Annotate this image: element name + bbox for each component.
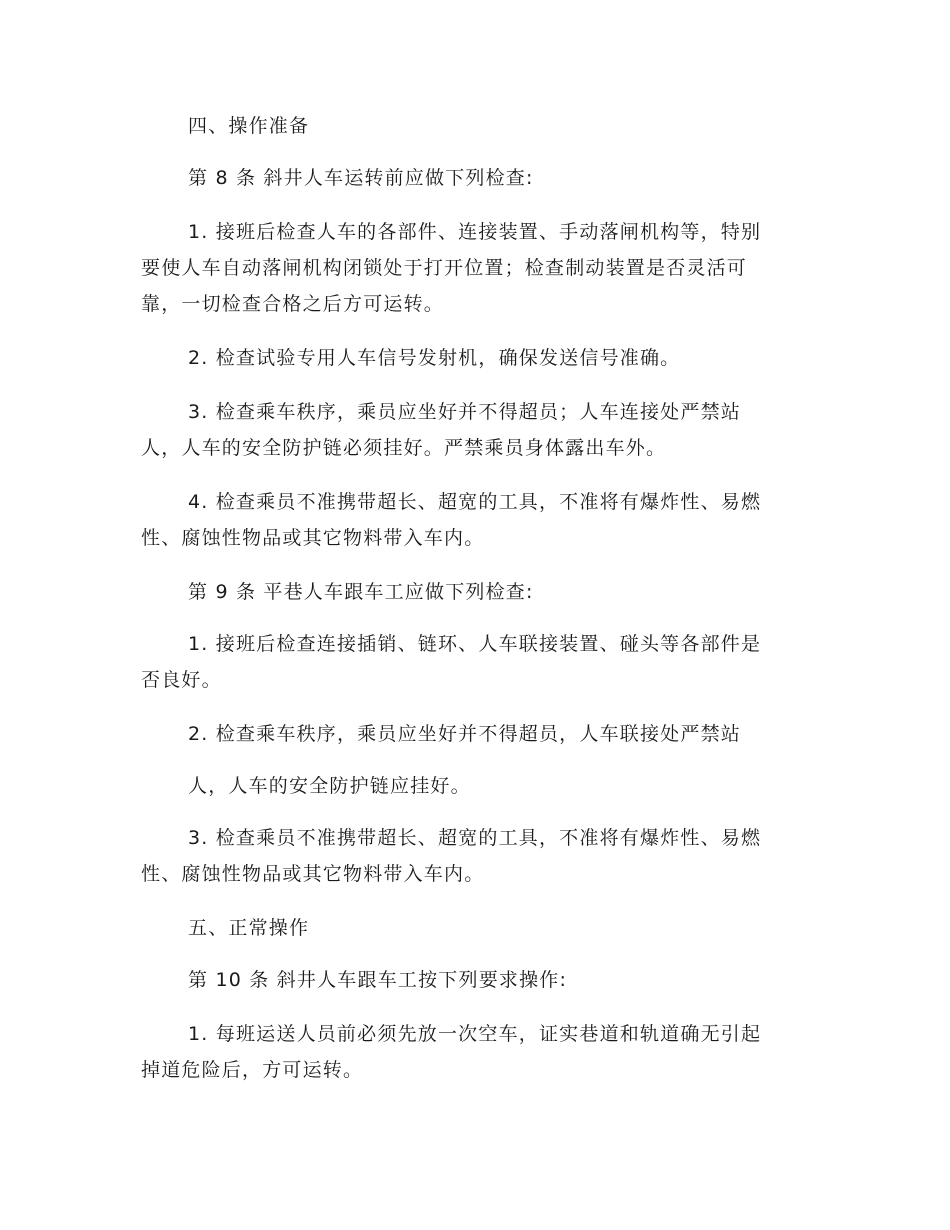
paragraph-line: 要使人车自动落闸机构闭锁处于打开位置；检查制动装置是否灵活可 xyxy=(141,257,748,279)
paragraph-line: 人，人车的安全防护链必须挂好。严禁乘员身体露出车外。 xyxy=(141,437,667,459)
paragraph-line: 靠，一切检查合格之后方可运转。 xyxy=(141,293,445,315)
article-title: 第 9 条 平巷人车跟车工应做下列检查: xyxy=(188,581,534,603)
article-title: 第 8 条 斜井人车运转前应做下列检查: xyxy=(188,167,534,189)
section-heading: 五、正常操作 xyxy=(188,917,310,939)
article-title: 第 10 条 斜井人车跟车工按下列要求操作: xyxy=(188,969,568,991)
paragraph-line: 1. 接班后检查连接插销、链环、人车联接装置、碰头等各部件是 xyxy=(188,633,762,655)
paragraph-line: 性、腐蚀性物品或其它物料带入车内。 xyxy=(141,863,485,885)
paragraph-line: 1. 每班运送人员前必须先放一次空车，证实巷道和轨道确无引起 xyxy=(188,1023,762,1045)
paragraph-line: 1. 接班后检查人车的各部件、连接装置、手动落闸机构等，特别 xyxy=(188,221,762,243)
paragraph-line: 3. 检查乘车秩序，乘员应坐好并不得超员；人车连接处严禁站 xyxy=(188,401,741,423)
paragraph-line: 否良好。 xyxy=(141,669,222,691)
paragraph-line: 性、腐蚀性物品或其它物料带入车内。 xyxy=(141,527,485,549)
paragraph-line: 2. 检查乘车秩序，乘员应坐好并不得超员，人车联接处严禁站 xyxy=(188,723,741,745)
section-heading: 四、操作准备 xyxy=(188,115,310,137)
paragraph-line: 4. 检查乘员不准携带超长、超宽的工具，不准将有爆炸性、易燃 xyxy=(188,491,762,513)
paragraph-line: 2. 检查试验专用人车信号发射机，确保发送信号准确。 xyxy=(188,347,681,369)
paragraph-line: 3. 检查乘员不准携带超长、超宽的工具，不准将有爆炸性、易燃 xyxy=(188,827,762,849)
paragraph-line: 掉道危险后，方可运转。 xyxy=(141,1059,364,1081)
paragraph-line: 人，人车的安全防护链应挂好。 xyxy=(188,775,471,797)
